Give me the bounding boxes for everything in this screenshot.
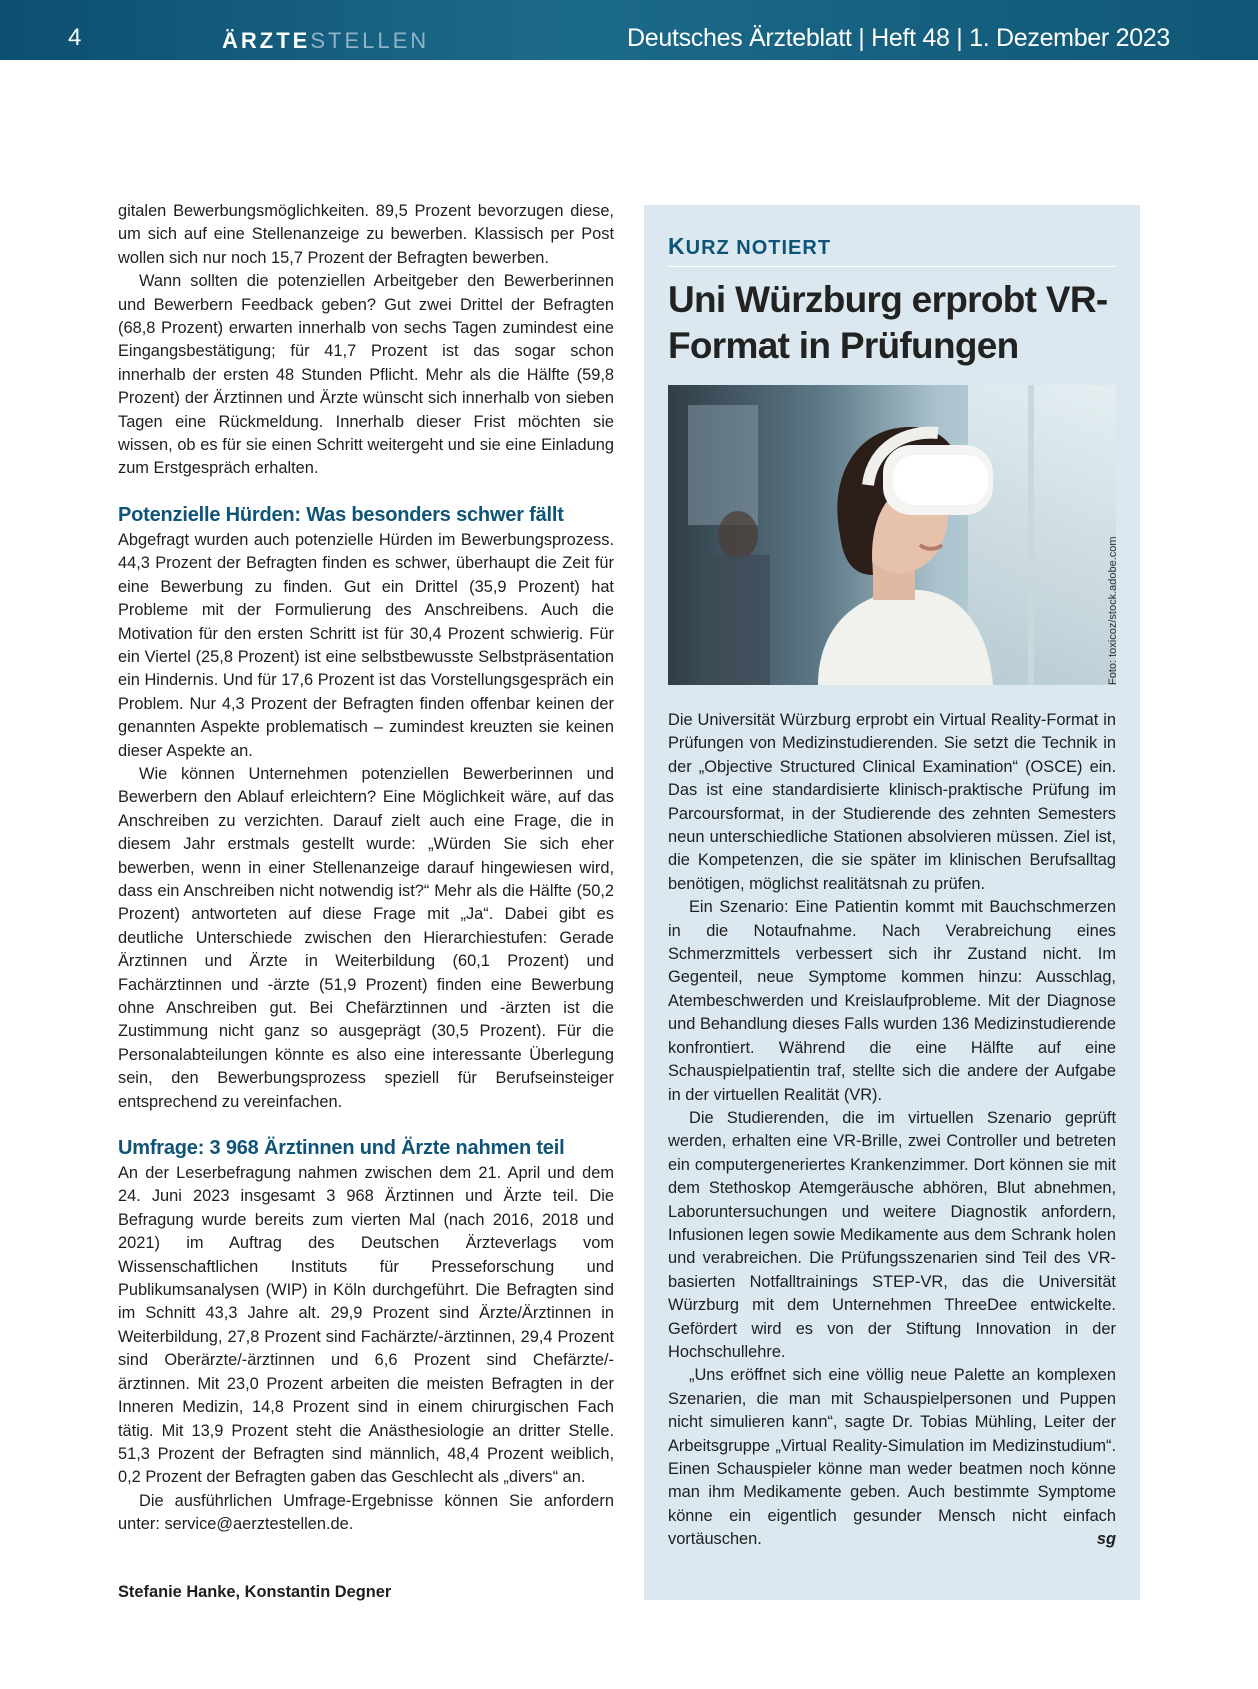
article-paragraph: gitalen Bewerbungsmöglichkeiten. 89,5 Prozent bevorzugen diese, um sich auf eine Stellenanzeige zu bewerben. Klassisch per Post wollen sich nur noch 15,7 Prozent der Befragten bewerben. <box>118 202 614 267</box>
box-body <box>668 709 1116 1552</box>
article-paragraph: Wie können Unternehmen potenziellen Bewerberinnen und Bewerbern den Ablauf erleichtern? Eine Möglichkeit wäre, auf das Anschreiben zu verzichten. Darauf zielt auch eine Frage, die in diesem Jahr erstmals gestellt wurde: „Würden Sie sich eher bewerben, wenn in einer Stellenanzeige darauf hingewiesen wird, dass ein Anschreiben nicht notwendig ist?“ Mehr als die Hälfte (50,2 Prozent) antworteten auf diese Frage mit „Ja“. Dabei gibt es deutliche Unterschiede zwischen den Hierarchiestufen: Gerade Ärztinnen und Ärzte in Weiterbildung (60,1 Prozent) und Fachärztinnen und -ärzte (51,9 Prozent) finden eine Bewerbung ohne Anschreiben gut. Bei Chefärztinnen und -ärzten ist die Zustimmung nicht ganz so ausgeprägt (30,5 Prozent). Für die Personalabteilungen könnte es also eine interessante Überlegung sein, den Bewerbungsprozess speziell für Berufseinsteiger entsprechend zu vereinfachen. <box>118 764 614 1111</box>
section-heading: Potenzielle Hürden: Was besonders schwer fällt <box>118 503 564 526</box>
article-paragraph: Abgefragt wurden auch potenzielle Hürden im Bewerbungsprozess. 44,3 Prozent der Befragten finden es schwer, überhaupt die Zeit für eine Bewerbung zu finden. Gut ein Drittel (35,9 Prozent) hat Probleme mit der Formulierung des Anschreibens. Auch die Motivation für den ersten Schritt ist für 30,4 Prozent schwierig. Für ein Viertel (25,8 Prozent) ist eine selbstbewusste Selbstpräsentation ein Hindernis. Und für 17,6 Prozent ist das Vorstellungsgespräch ein Problem. Nur 4,3 Prozent der Befragten finden offenbar keinen der genannten Aspekte problematisch – zumindest kreuzten sie keinen dieser Aspekte an. <box>118 530 614 760</box>
author-initials: sg <box>1096 1530 1116 1549</box>
article-paragraph: Die ausführlichen Umfrage-Ergebnisse können Sie anfordern unter: service@aerztestellen.de. <box>118 1491 614 1534</box>
kurz-notiert-box <box>644 205 1140 1600</box>
box-paragraph: Die Studierenden, die im virtuellen Szenario geprüft werden, erhalten eine VR-Brille, zwei Controller und betreten ein computergeneriertes Krankenzimmer. Dort können sie mit dem Stethoskop Atemgeräusche abhören, Blut abnehmen, Laboruntersuchungen und weitere Diagnostik anfordern, Infusionen legen sowie Medikamente aus dem Schrank holen und verabreichen. Die Prüfungsszenarien sind Teil des VR-basierten Notfalltrainings STEP-VR, das die Universität Würzburg mit dem Unternehmen ThreeDee entwickelte. Gefördert wird es von der Stiftung Innovation in der Hochschullehre. <box>668 1108 1116 1361</box>
box-kicker: KURZ NOTIERT <box>668 233 1116 267</box>
article-authors: Stefanie Hanke, Konstantin Degner <box>118 1583 392 1601</box>
article-paragraph: An der Leserbefragung nahmen zwischen dem 21. April und dem 24. Juni 2023 insgesamt 3 968 Ärztinnen und Ärzte teil. Die Befragung wurde bereits zum vierten Mal (nach 2016, 2018 und 2021) im Auftrag des Deutschen Ärzteverlags vom Wissenschaftlichen Instituts für Presseforschung und Publikumsanalysen (WIP) in Köln durchgeführt. Die Befragten sind im Schnitt 43,3 Jahre alt. 29,9 Prozent sind Ärzte/Ärztinnen in Weiterbildung, 27,8 Prozent sind Fachärzte/-ärztinnen, 29,4 Prozent sind Oberärzte/-ärztinnen und 6,6 Prozent sind Chefärzte/-ärztinnen. Mit 23,0 Prozent arbeiten die meisten Befragten in der Inneren Medizin, 14,8 Prozent sind in einem chirurgischen Fach tätig. Mit 13,9 Prozent steht die Anästhesiologie an dritter Stelle. 51,3 Prozent der Befragten sind männlich, 48,4 Prozent weiblich, 0,2 Prozent der Befragten gaben das Geschlecht als „divers“ an. <box>118 1164 614 1487</box>
page-header <box>0 0 1258 60</box>
box-paragraph: Die Universität Würzburg erprobt ein Virtual Reality-Format in Prüfungen von Medizinstudierenden. Sie setzt die Technik in der „Objective Structured Clinical Examination“ (OSCE) ein. Das ist eine standardisierte klinisch-praktische Prüfung im Parcoursformat, in der Studierende des zehnten Semesters neun unterschiedliche Stationen absolvieren müssen. Ziel ist, die Kompetenzen, die sie später im klinischen Berufsalltag benötigen, möglichst realitätsnah zu prüfen. <box>668 711 1116 893</box>
box-paragraph: Ein Szenario: Eine Patientin kommt mit Bauchschmerzen in die Notaufnahme. Nach Verabreichung eines Schmerzmittels verbessert sich ihr Zustand nicht. Im Gegenteil, neue Symptome kommen hinzu: Ausschlag, Atembeschwerden und Kreislaufprobleme. Mit der Diagnose und Behandlung dieses Falls wurden 136 Medizinstudierende konfrontiert. Während die eine Hälfte auf eine Schauspielpatientin traf, stellte sich die andere der Aufgabe in der virtuellen Realität (VR). <box>668 898 1116 1104</box>
masthead: Deutsches Ärzteblatt | Heft 48 | 1. Dezember 2023 <box>626 24 1170 52</box>
photo-credit: Foto: toxicoz/stock.adobe.com <box>1107 536 1119 685</box>
article-paragraph: Wann sollten die potenziellen Arbeitgeber den Bewerberinnen und Bewerbern Feedback geben? Gut zwei Drittel der Befragten (68,8 Prozent) erwarten innerhalb von sechs Tagen zumindest eine Eingangsbestätigung; für 41,7 Prozent ist das sogar schon innerhalb der ersten 48 Stunden Pflicht. Mehr als die Hälfte (59,8 Prozent) der Ärztinnen und Ärzte wünscht sich innerhalb von sieben Tagen eine Rückmeldung. Innerhalb dieser Frist möchten sie wissen, ob es für sie einen Schritt weitergeht und sie eine Einladung zum Erstgespräch erhalten. <box>118 272 614 478</box>
box-paragraph <box>668 1364 1116 1551</box>
vr-headset-photo <box>668 385 1116 685</box>
logo-light-text: STELLEN <box>310 28 430 53</box>
box-paragraph-text: „Uns eröffnet sich eine völlig neue Palette an komplexen Szenarien, die man mit Schauspielpersonen und Puppen nicht simulieren kann“, sagte Dr. Tobias Mühling, Leiter der Arbeitsgruppe „Virtual Reality-Simulation im Medizinstudium“. Einen Schauspieler könne man weder beatmen noch könne man ihm Medikamente geben. Auch bestimmte Symptome könne ein eigentlich gesunder Mensch nicht einfach vortäuschen. <box>668 1366 1116 1549</box>
logo-bold-text: ÄRZTE <box>222 28 311 53</box>
aerztestellen-logo <box>222 28 429 54</box>
page-number: 4 <box>68 24 82 51</box>
section-heading: Umfrage: 3 968 Ärztinnen und Ärzte nahmen teil <box>118 1137 565 1160</box>
article-column <box>118 200 614 1537</box>
box-title: Uni Würzburg erprobt VR-Format in Prüfungen <box>668 279 1108 366</box>
